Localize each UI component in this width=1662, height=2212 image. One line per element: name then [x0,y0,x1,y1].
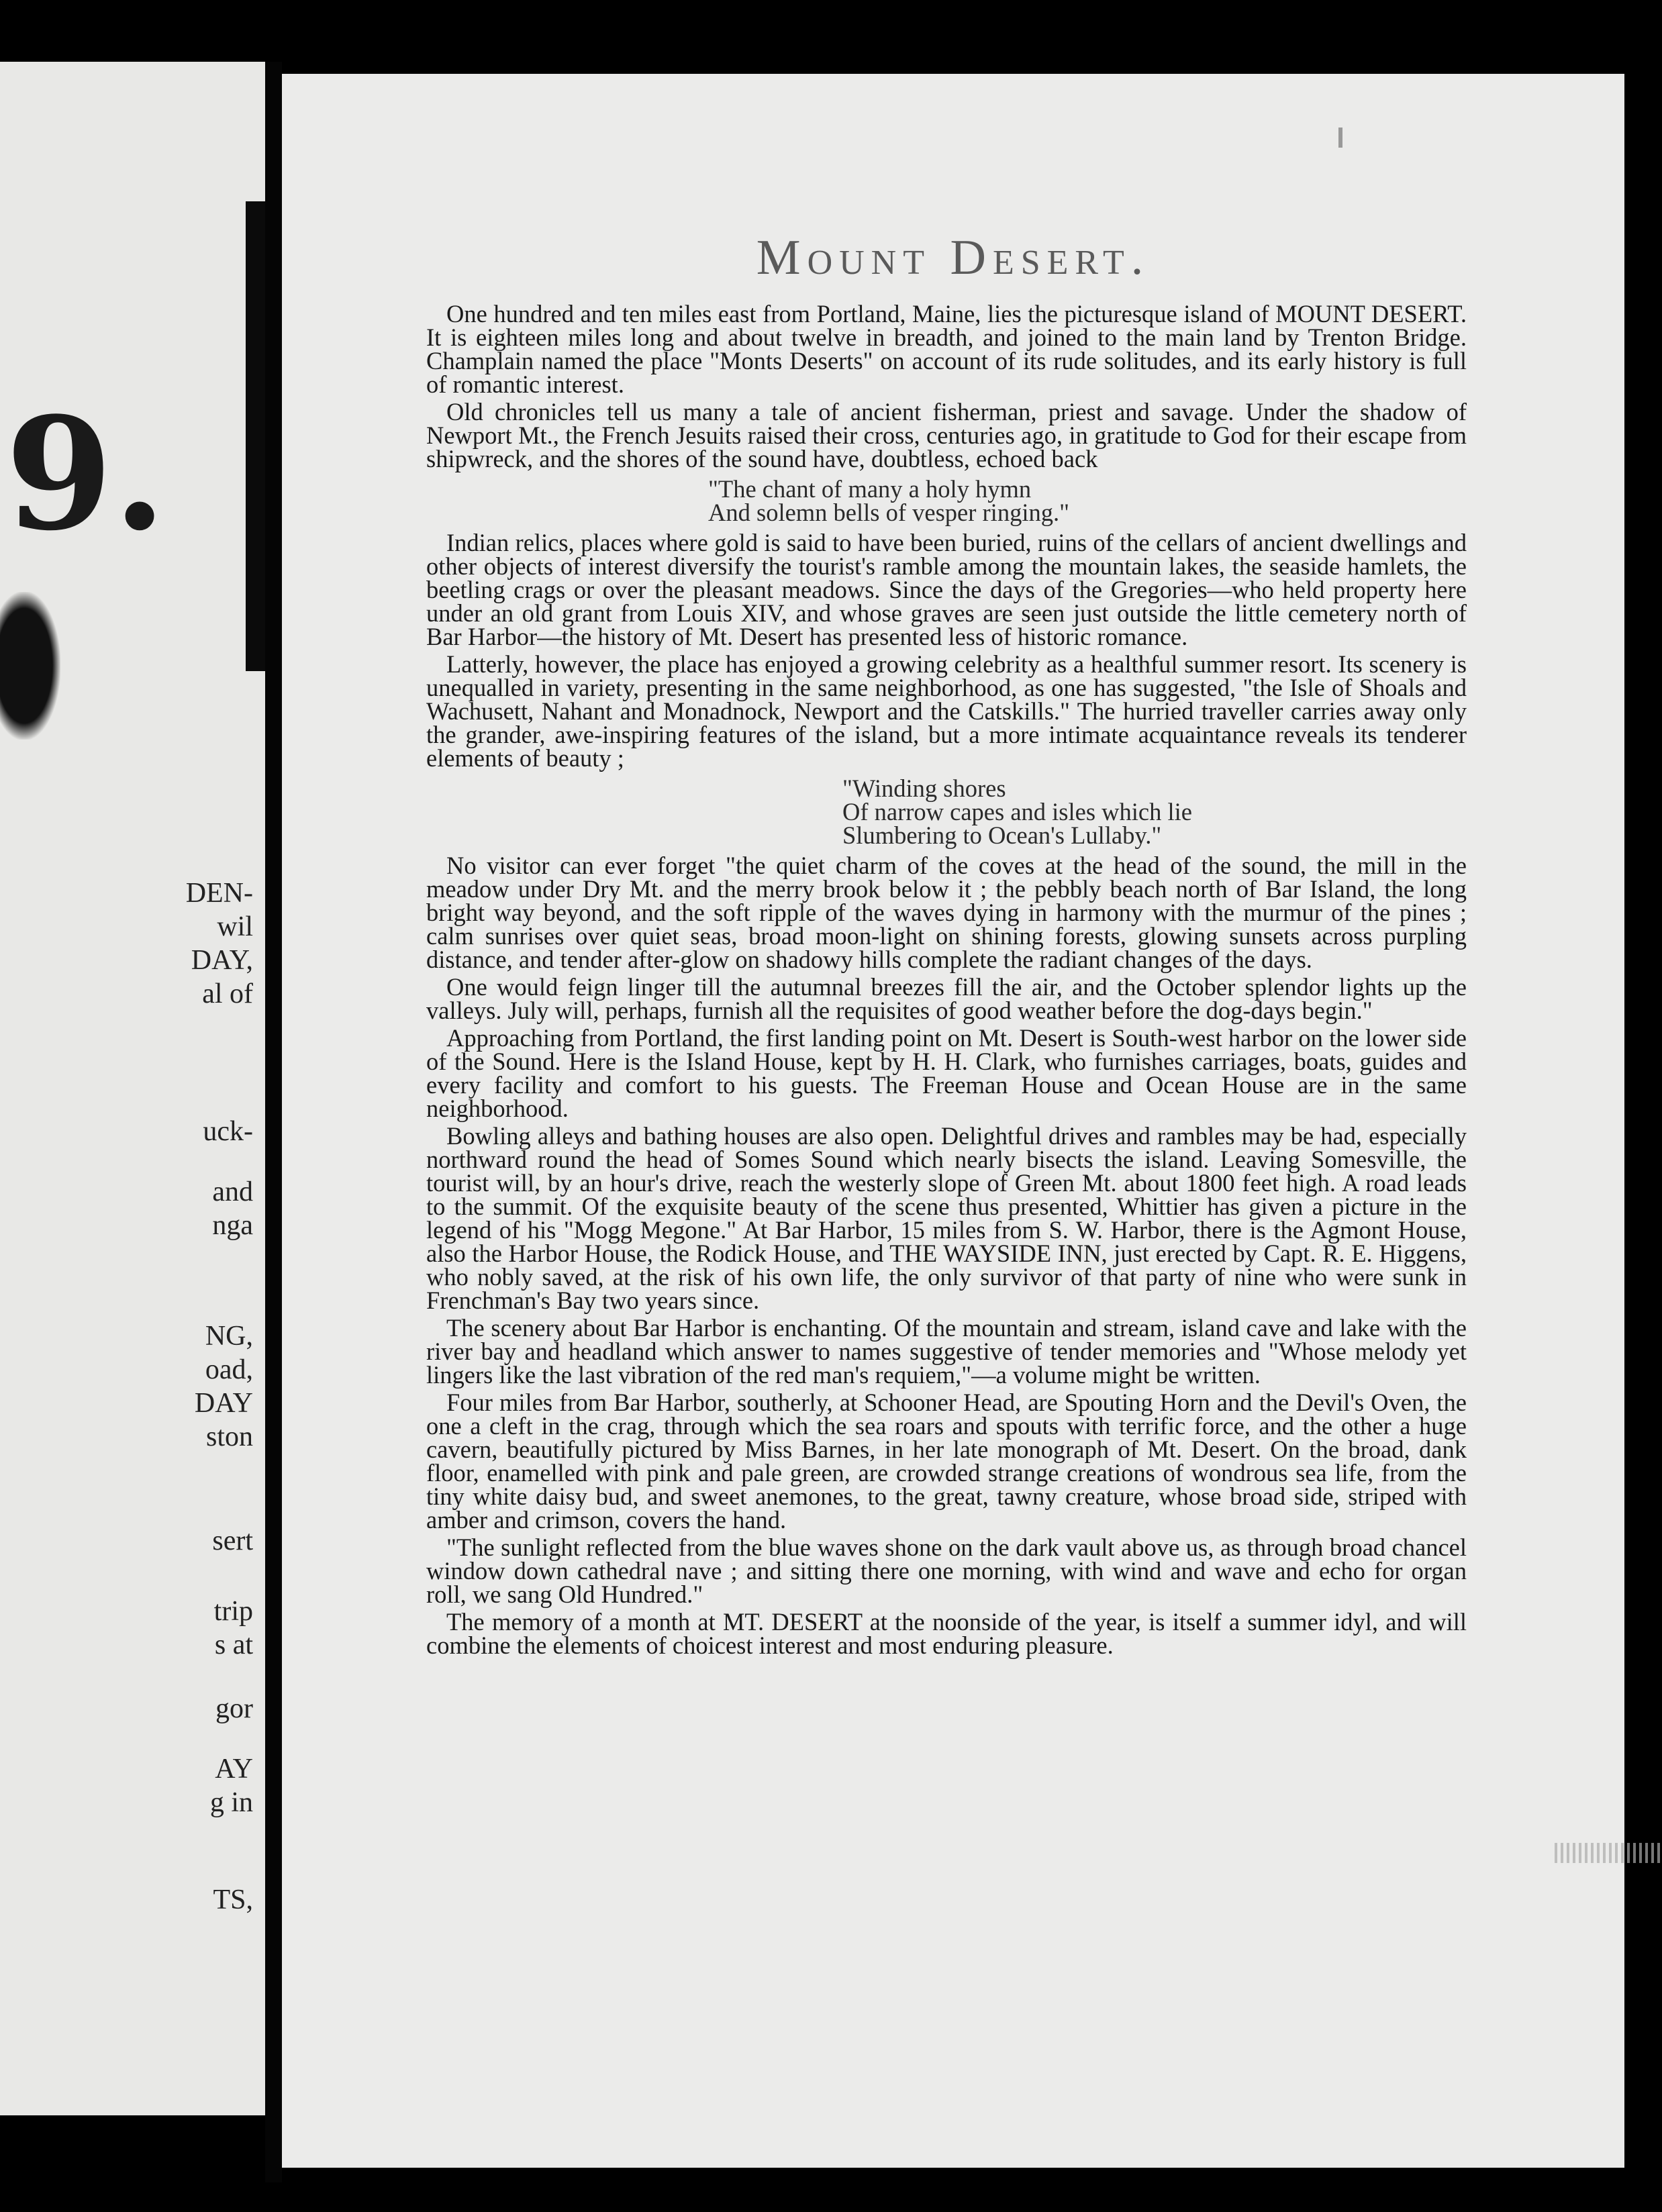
article-page [282,74,1624,2168]
left-text-fragment: sert [212,1525,253,1556]
left-text-fragment: wil [217,911,253,942]
left-text-fragment: uck- [203,1116,253,1147]
paragraph: The scenery about Bar Harbor is enchanting. Of the mountain and stream, island cave and lake with the river bay and headland which answer to names suggestive of tender memories and "Whose melody yet lingers like the last vibration of the red man's requiem,"—a volume might be written. [426,1314,1467,1389]
ship-illustration-fragment [0,592,60,740]
left-text-fragment: AY [215,1754,253,1784]
binding-mark [246,201,266,671]
verse-quote [842,776,1467,847]
left-text-fragment: nga [212,1210,253,1241]
left-text-fragment: ston [205,1421,253,1452]
verse-line: Slumbering to Ocean's Lullaby." [842,821,1162,849]
left-text-fragment: NG, [205,1321,253,1352]
left-text-fragment: al of [202,978,253,1009]
verse-line: Of narrow capes and isles which lie [842,798,1192,825]
page-gutter [265,62,282,2182]
paragraph: No visitor can ever forget "the quiet charm of the coves at the head of the sound, the mill in the meadow under Dry Mt. and the merry brook below it ; the pebbly beach north of Bar Island, the long bright way beyond, and the soft ripple of the waves dying in harmony with the murmur of the pines ; calm sunrises over quiet seas, broad moon-light on shining forests, glowing sunsets across purpling distance, and tender after-glow on shadowy hills complete the radiant changes of the days. [426,852,1467,973]
left-text-fragment: and [212,1176,253,1207]
verse-line: And solemn bells of vesper ringing." [708,499,1069,526]
verse-quote [708,477,1467,524]
article-title: Mount Desert. [756,230,1151,285]
left-text-fragment: DAY [194,1388,253,1419]
paragraph: Old chronicles tell us many a tale of ancient fisherman, priest and savage. Under the shadow of Newport Mt., the French Jesuits raised their cross, centuries ago, in gratitude to God for their escape from shipwreck, and the shores of the sound have, doubtless, echoed back [426,398,1467,472]
paragraph: Four miles from Bar Harbor, southerly, at Schooner Head, are Spouting Horn and the Devil's Oven, the one a cleft in the crag, through which the sea roars and spouts with terrific force, and the other a huge cavern, beautifully pictured by Miss Barnes, in her late monograph of Mt. Desert. On the broad, dank floor, enamelled with pink and pale green, are crowded strange creations of wondrous sea life, from the tiny white daisy bud, and sweet anemones, to the great, tawny creature, whose broad side, striped with amber and crimson, covers the hand. [426,1389,1467,1534]
left-text-fragment: DEN- [185,878,253,909]
left-text-fragment: gor [215,1693,253,1724]
verse-line: "Winding shores [842,774,1006,802]
left-text-fragment: s at [214,1629,253,1660]
page-mark [1338,128,1342,148]
paragraph: One hundred and ten miles east from Portland, Maine, lies the picturesque island of MOUNT DESERT. It is eighteen miles long and about twelve in breadth, and joined to the main land by Trenton Bridge. Champlain named the place "Monts Deserts" on account of its rude solitudes, and its early history is full of romantic interest. [426,300,1467,398]
paragraph: Approaching from Portland, the first landing point on Mt. Desert is South-west harbor on the lower side of the Sound. Here is the Island House, kept by H. H. Clark, who furnishes carriages, boats, guides and every facility and comfort to his guests. The Freeman House and Ocean House are in the same neighborhood. [426,1024,1467,1122]
paragraph: Indian relics, places where gold is said to have been buried, ruins of the cellars of ancient dwellings and other objects of interest diversify the tourist's ramble among the mountain lakes, the seaside hamlets, the beetling crags or over the pleasant meadows. Since the days of the Gregories—who held property here under an old grant from Louis XIV, and whose graves are seen just outside the little cemetery north of Bar Harbor—the history of Mt. Desert has presented less of historic romance. [426,529,1467,650]
paragraph: "The sunlight reflected from the blue waves shone on the dark vault above us, as through broad chancel window down cathedral nave ; and sitting there one morning, with wind and wave and echo for organ roll, we sang Old Hundred." [426,1534,1467,1608]
scan-noise [1555,1843,1662,1863]
verse-line: "The chant of many a holy hymn [708,475,1032,503]
paragraph: One would feign linger till the autumnal breezes fill the air, and the October splendor lights up the valleys. July will, perhaps, furnish all the requisites of good weather before the dog-days begin." [426,973,1467,1024]
article-body [426,302,1467,1661]
left-page-large-glyph: 9. [5,384,167,565]
left-text-fragment: trip [213,1596,253,1627]
left-facing-page [0,62,265,2115]
paragraph: The memory of a month at MT. DESERT at the noonside of the year, is itself a summer idyl, and will combine the elements of choicest interest and most enduring pleasure. [426,1608,1467,1659]
left-text-fragment: TS, [213,1884,253,1915]
left-text-fragment: oad, [205,1354,253,1385]
paragraph: Bowling alleys and bathing houses are also open. Delightful drives and rambles may be had, especially northward round the head of Somes Sound which nearly bisects the island. Leaving Somesville, the tourist will, by an hour's drive, reach the westerly slope of Green Mt. about 1800 feet high. A road leads to the summit. Of the exquisite beauty of the scene thus presented, Whittier has given a picture in the legend of his "Mogg Megone." At Bar Harbor, 15 miles from S. W. Harbor, there is the Agmont House, also the Harbor House, the Rodick House, and THE WAYSIDE INN, just erected by Capt. R. E. Higgens, who nobly saved, at the risk of his own life, the only survivor of that party of nine who were sunk in Frenchman's Bay two years since. [426,1122,1467,1314]
paragraph: Latterly, however, the place has enjoyed a growing celebrity as a healthful summer resort. Its scenery is unequalled in variety, presenting in the same neighborhood, as one has suggested, "the Isle of Shoals and Wachusett, Nahant and Monadnock, Newport and the Catskills." The hurried traveller carries away only the grander, awe-inspiring features of the island, but a more intimate acquaintance reveals its tenderer elements of beauty ; [426,650,1467,772]
left-text-fragment: g in [209,1787,253,1818]
left-text-fragment: DAY, [191,945,253,976]
